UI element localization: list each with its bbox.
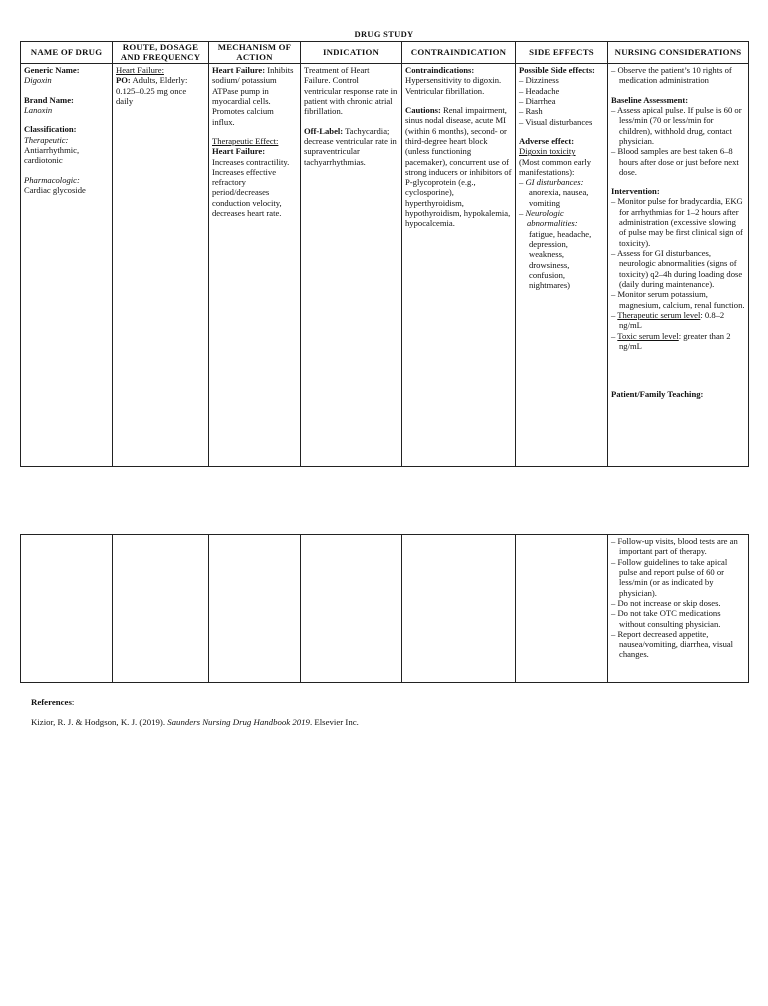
cell-teaching <box>608 535 749 683</box>
therapeutic-value: Antiarrhythmic, cardiotonic <box>24 144 80 166</box>
therapeutic-level-label: Therapeutic serum level <box>617 309 701 320</box>
po-label: PO: <box>116 75 131 86</box>
off-label-text: Tachycardia; decrease ventricular rate in supraventricular tachyarrhythmias. <box>304 125 397 167</box>
therapeutic-effect-sub: Heart Failure: <box>212 146 266 157</box>
list-item: – Report decreased appetite, nausea/vomiting, diarrhea, visual changes. <box>611 628 734 660</box>
gi-text: anorexia, nausea, vomiting <box>529 187 589 208</box>
brand-name-value: Lanoxin <box>24 104 53 115</box>
list-item: – Do not increase or skip doses. <box>611 597 721 608</box>
cell-empty <box>301 535 402 683</box>
gi-label: GI disturbances: <box>525 177 584 188</box>
col-header-side-effects: SIDE EFFECTS <box>516 42 608 64</box>
route-heading: Heart Failure: <box>116 65 164 75</box>
col-header-mechanism: MECHANISM OF ACTION <box>209 42 301 64</box>
col-header-name: NAME OF DRUG <box>21 42 113 64</box>
neuro-label: Neurologic abnormalities: <box>525 208 578 229</box>
list-item: – Assess apical pulse. If pulse is 60 or less/min (70 or less/min for children), withhold drug, contact physician. <box>611 104 742 146</box>
references-label: References <box>31 697 72 707</box>
drug-study-table-continued <box>20 534 749 683</box>
list-item: – Diarrhea <box>519 95 556 106</box>
col-header-indication: INDICATION <box>301 42 402 64</box>
list-item: – Visual disturbances <box>519 116 593 127</box>
col-header-contraindication: CONTRAINDICATION <box>402 42 516 64</box>
therapeutic-label: Therapeutic: <box>24 134 69 145</box>
classification-label: Classification: <box>24 124 77 135</box>
cell-empty <box>113 535 209 683</box>
cell-route-dosage <box>113 64 209 467</box>
list-item: – Do not take OTC medications without consulting physician. <box>611 608 721 629</box>
baseline-label: Baseline Assessment: <box>611 94 689 105</box>
table-row <box>21 535 749 683</box>
cell-name-of-drug <box>21 64 113 467</box>
teaching-label: Patient/Family Teaching: <box>611 389 704 400</box>
list-item: – Assess for GI disturbances, neurologic abnormalities (signs of toxicity) q2–4h during loading dose (daily during maintenance). <box>611 248 743 289</box>
list-item: – Monitor pulse for bradycardia, EKG for arrhythmias for 1–2 hours after administration (excessive slowing of pulse may be first clinical sign of toxicity). <box>611 196 743 248</box>
cell-empty <box>21 535 113 683</box>
indication-hf-text: . Control ventricular response rate in patient with chronic atrial fibrillation. <box>304 75 398 117</box>
list-item: – Observe the patient’s 10 rights of medication administration <box>611 65 732 86</box>
cell-nursing <box>608 64 749 467</box>
toxicity-note: (Most common early manifestations): <box>519 156 592 177</box>
possible-side-effects-label: Possible Side effects: <box>519 65 595 75</box>
references-section: References: Kizior, R. J. & Hodgson, K. J. (2019). Saunders Nursing Drug Handbook 2019. Elsevier Inc. <box>31 697 359 727</box>
cell-indication <box>301 64 402 467</box>
toxic-level-label: Toxic serum level <box>617 330 679 341</box>
pharmacologic-label: Pharmacologic: <box>24 174 80 185</box>
cautions-label: Cautions: <box>405 104 441 115</box>
mechanism-heading: Heart Failure: <box>212 65 266 75</box>
list-item: – Toxic serum level: greater than 2 ng/mL <box>611 330 731 351</box>
digoxin-toxicity-label: Digoxin toxicity <box>519 146 576 157</box>
table-row <box>21 64 749 467</box>
list-item: – Rash <box>519 106 543 117</box>
therapeutic-level-value: : 0.8–2 ng/mL <box>619 309 725 331</box>
cell-empty <box>209 535 301 683</box>
cell-side-effects <box>516 64 608 467</box>
reference-entry: Kizior, R. J. & Hodgson, K. J. (2019). Saunders Nursing Drug Handbook 2019. Elsevier Inc. <box>31 716 359 727</box>
cautions-text: Renal impairment, sinus nodal disease, acute MI (within 6 months), second- or third-degree heart block (unless functioning pacemaker), concurrent use of strong inducers or inhibitors of P-glycoprotein (e.g., cyclosporine), hyperthyroidism, hypothyroidism, hypokalemia, hypocalcemia. <box>405 104 512 229</box>
list-item: – Dizziness <box>519 75 559 86</box>
list-item: – Monitor serum potassium, magnesium, calcium, renal function. <box>611 289 745 310</box>
cell-empty <box>402 535 516 683</box>
list-item: – Therapeutic serum level: 0.8–2 ng/mL <box>611 309 725 331</box>
pharmacologic-value: Cardiac glycoside <box>24 184 86 195</box>
col-header-route: ROUTE, DOSAGE AND FREQUENCY <box>113 42 209 64</box>
generic-name-label: Generic Name: <box>24 65 80 75</box>
indication-hf-label: Treatment of Heart Failure <box>304 65 370 86</box>
list-item: – Follow-up visits, blood tests are an important part of therapy. <box>611 536 738 557</box>
cell-mechanism <box>209 64 301 467</box>
col-header-nursing: NURSING CONSIDERATIONS <box>608 42 749 64</box>
adverse-effect-label: Adverse effect: <box>519 135 575 146</box>
intervention-label: Intervention: <box>611 186 660 197</box>
drug-study-table <box>20 41 749 467</box>
list-item: – Headache <box>519 85 560 96</box>
list-item: – Follow guidelines to take apical pulse and report pulse of 60 or less/min (or as indicated by physician). <box>611 556 728 598</box>
generic-name-value: Digoxin <box>24 75 52 86</box>
neuro-text: fatigue, headache, depression, weakness, drowsiness, confusion, nightmares) <box>529 228 592 291</box>
brand-name-label: Brand Name: <box>24 94 74 105</box>
therapeutic-effect-text: Increases contractility. Increases effective refractory period/decreases conduction velocity, decreases heart rate. <box>212 156 290 219</box>
off-label-heading: Off-Label: <box>304 125 344 136</box>
contraindications-label: Contraindications: <box>405 65 475 75</box>
list-item: – Blood samples are best taken 6–8 hours after dose or just before next dose. <box>611 146 739 177</box>
page-title: DRUG STUDY <box>354 29 414 39</box>
mechanism-text: Inhibits sodium/ potassium ATPase pump in myocardial cells. Promotes calcium influx. <box>212 65 294 127</box>
book-title: Saunders Nursing Drug Handbook 2019 <box>167 716 310 727</box>
header-row <box>21 42 749 64</box>
list-item: – Neurologic abnormalities: <box>519 208 578 229</box>
cell-empty <box>516 535 608 683</box>
contraindications-text: Hypersensitivity to digoxin. Ventricular fibrillation. <box>405 75 502 96</box>
po-dosage: Adults, Elderly: 0.125–0.25 mg once daily <box>116 75 188 106</box>
list-item: – GI disturbances: <box>519 177 584 188</box>
toxic-level-value: : greater than 2 ng/mL <box>619 330 731 351</box>
cell-contraindication <box>402 64 516 467</box>
therapeutic-effect-label: Therapeutic Effect: <box>212 135 279 146</box>
